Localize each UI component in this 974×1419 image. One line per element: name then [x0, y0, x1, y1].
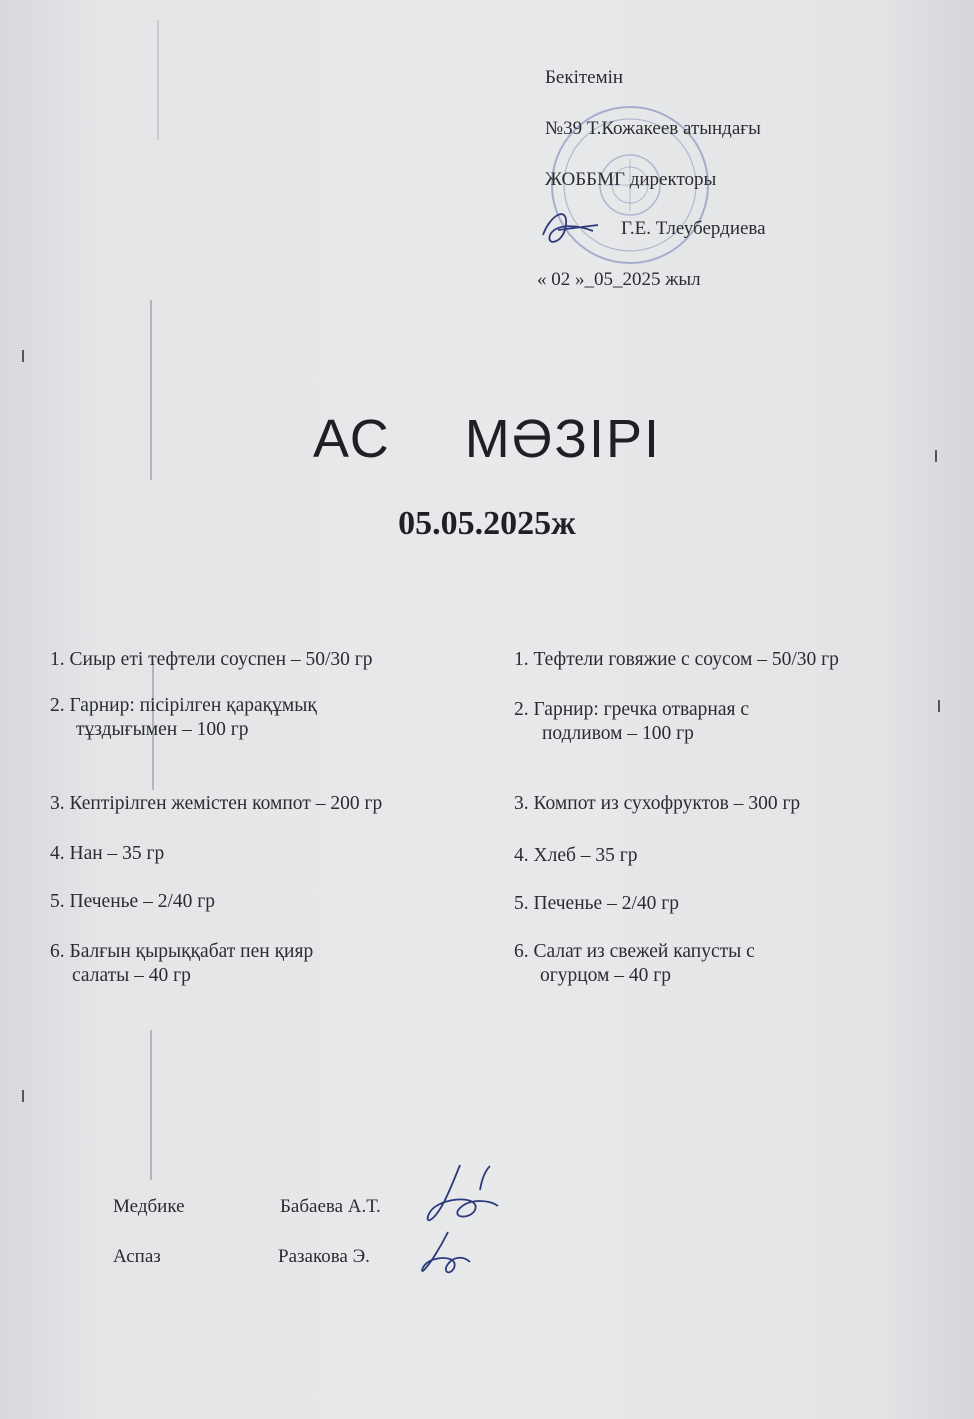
approval-director-name: Г.Е. Тлеубердиева: [621, 218, 766, 239]
scan-streak: [157, 20, 159, 140]
title-word-1: АС: [312, 409, 391, 469]
approval-position: ЖОББМГ директоры: [545, 169, 717, 190]
cook-name: Разакова Э.: [278, 1246, 370, 1267]
approval-school: №39 Т.Кожакеев атындағы: [545, 118, 761, 139]
nurse-name: Бабаева А.Т.: [280, 1196, 381, 1217]
menu-item: 1. Тефтели говяжие с соусом – 50/30 гр: [514, 649, 839, 670]
menu-item: 4. Нан – 35 гр: [50, 843, 165, 864]
scan-streak: [150, 1030, 152, 1180]
menu-item: 6. Салат из свежей капусты с огурцом – 40 гр: [514, 941, 755, 986]
cook-signature: [418, 1228, 478, 1276]
scan-mark: [938, 700, 940, 712]
menu-item: 5. Печенье – 2/40 гр: [50, 891, 215, 912]
menu-item: 2. Гарнир: пісірілген қарақұмық тұздығымен – 100 гр: [50, 695, 317, 740]
scan-mark: [22, 1090, 24, 1102]
menu-item: 5. Печенье – 2/40 гр: [514, 893, 679, 914]
scan-mark: [22, 350, 24, 362]
menu-item: 3. Кептірілген жемістен компот – 200 гр: [50, 793, 383, 814]
nurse-signature-row: [113, 1196, 381, 1218]
menu-item: 4. Хлеб – 35 гр: [514, 845, 638, 866]
menu-item: 6. Балғын қырыққабат пен қияр салаты – 40 гр: [50, 941, 314, 986]
cook-signature-row: [113, 1246, 370, 1268]
menu-date: 05.05.2025ж: [398, 505, 576, 542]
title-word-2: МӘЗІРІ: [464, 409, 662, 469]
director-signature: [538, 195, 608, 255]
menu-item: 2. Гарнир: гречка отварная с подливом – 100 гр: [514, 699, 749, 744]
cook-role: Аспаз: [113, 1246, 161, 1267]
nurse-signature: [420, 1160, 510, 1230]
menu-item: 1. Сиыр еті тефтели соуспен – 50/30 гр: [50, 649, 373, 670]
approval-date: « 02 »_05_2025 жыл: [537, 269, 701, 290]
nurse-role: Медбике: [113, 1196, 185, 1217]
approval-heading: Бекітемін: [545, 67, 624, 88]
page-title: [0, 408, 974, 470]
menu-item: 3. Компот из сухофруктов – 300 гр: [514, 793, 801, 814]
